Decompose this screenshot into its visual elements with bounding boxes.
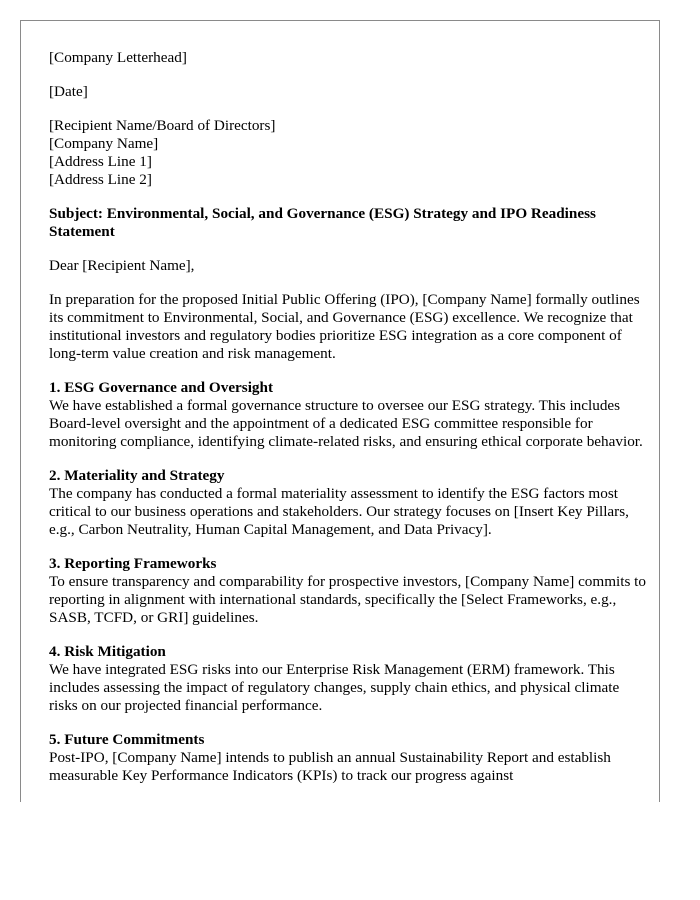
section-body: We have established a formal governance structure to oversee our ESG strategy. This includes Board-level oversight and the appointment of a dedicated ESG committee responsible for monitoring compliance, identifying climate-related risks, and ensuring ethical corporate behavior.: [49, 397, 643, 450]
recipient-address-line-2: [Address Line 2]: [49, 171, 152, 188]
section-heading: 2. Materiality and Strategy: [49, 467, 225, 484]
salutation: Dear [Recipient Name],: [49, 257, 195, 274]
salutation-block: [49, 257, 649, 275]
section-materiality: [49, 467, 649, 539]
letter-content: [49, 49, 649, 801]
section-heading: 4. Risk Mitigation: [49, 643, 166, 660]
date-text: [Date]: [49, 83, 88, 100]
section-reporting: [49, 555, 649, 627]
date-block: [49, 83, 649, 101]
recipient-company: [Company Name]: [49, 135, 159, 152]
letterhead: [49, 49, 649, 67]
section-heading: 5. Future Commitments: [49, 731, 205, 748]
section-risk: [49, 643, 649, 715]
intro-text: In preparation for the proposed Initial Public Offering (IPO), [Company Name] formally outlines its commitment to Environmental, Social, and Governance (ESG) excellence. We recognize that institutional investors and regulatory bodies prioritize ESG integration as a core component of long-term value creation and risk management.: [49, 291, 640, 362]
section-heading: 3. Reporting Frameworks: [49, 555, 217, 572]
intro-paragraph: [49, 291, 649, 363]
subject-block: [49, 205, 649, 241]
recipient-address-line-1: [Address Line 1]: [49, 153, 152, 170]
letterhead-text: [Company Letterhead]: [49, 49, 187, 66]
letter-document: [20, 20, 660, 802]
section-body: Post-IPO, [Company Name] intends to publish an annual Sustainability Report and establish measurable Key Performance Indicators (KPIs) to track our progress against: [49, 749, 611, 784]
section-body: To ensure transparency and comparability for prospective investors, [Company Name] commits to reporting in alignment with international standards, specifically the [Select Frameworks, e.g., SASB, TCFD, or GRI] guidelines.: [49, 573, 646, 626]
recipient-name: [Recipient Name/Board of Directors]: [49, 117, 276, 134]
section-governance: [49, 379, 649, 451]
subject-line: Subject: Environmental, Social, and Governance (ESG) Strategy and IPO Readiness Statement: [49, 205, 596, 240]
section-body: We have integrated ESG risks into our Enterprise Risk Management (ERM) framework. This includes assessing the impact of regulatory changes, supply chain ethics, and physical climate risks on our projected financial performance.: [49, 661, 620, 714]
section-heading: 1. ESG Governance and Oversight: [49, 379, 274, 396]
section-body: The company has conducted a formal materiality assessment to identify the ESG factors most critical to our business operations and stakeholders. Our strategy focuses on [Insert Key Pillars, e.g., Carbon Neutrality, Human Capital Management, and Data Privacy].: [49, 485, 629, 538]
recipient-block: [49, 117, 649, 189]
section-future: [49, 731, 649, 785]
